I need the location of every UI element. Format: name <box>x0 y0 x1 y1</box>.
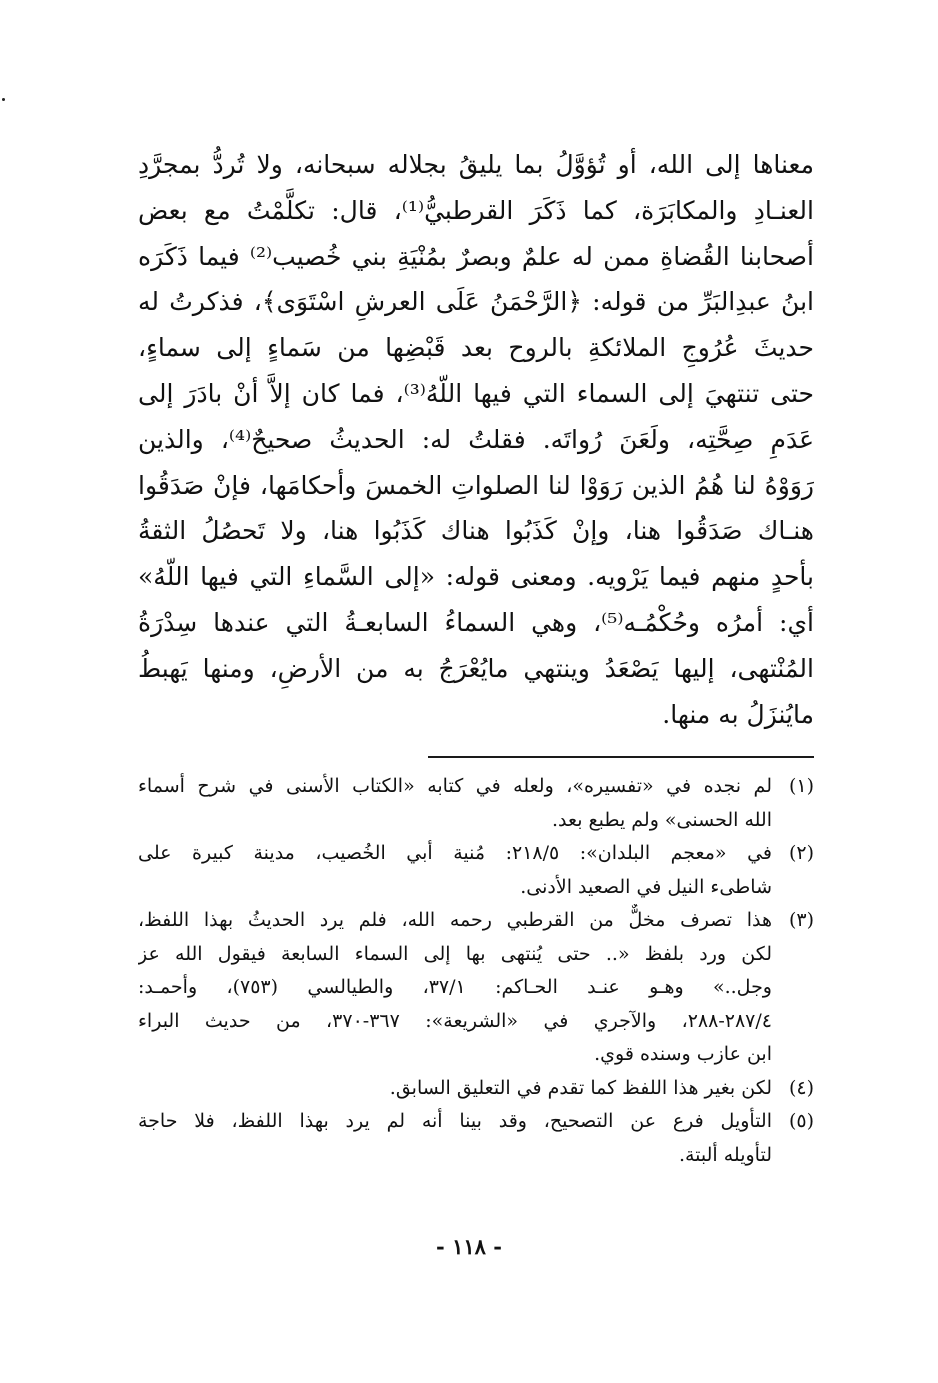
main-text-line: أي: أمرُه وحُكْمُـه⁽⁵⁾، وهي السماءُ السابعـةُ التي عندها سِدْرَةُ <box>138 607 814 637</box>
margin-mark <box>2 98 5 101</box>
footnote-number: (٣) <box>788 909 814 931</box>
footnote-line: ابن عازب وسنده قوي. <box>594 1043 772 1065</box>
footnote-line: التأويل فرع عن التصحيح، وقد بينا أنه لم يرد بهذا اللفظ، فلا حاجة <box>138 1110 772 1132</box>
footnote-3 <box>138 904 814 1072</box>
footnote-line: الله الحسنى» ولم يطبع بعد. <box>552 808 772 831</box>
main-text-line: حديثَ عُرُوجِ الملائكةِ بالروح بعد قَبْضِها من سَماءٍ إلى سماءٍ، <box>138 333 814 363</box>
main-text-line: عَدَمِ صِحَّتِه، ولَعَنَ رُواتَه. فقلتُ له: الحديثُ صحيحٌ⁽⁴⁾، والذين <box>138 424 814 454</box>
main-text-line: مايُنزَلُ به منها. <box>662 699 814 729</box>
main-text-line: حتى تنتهيَ إلى السماء التي فيها اللّهُ⁽³⁾، فما كان إلاَّ أنْ بادَرَ إلى <box>138 378 814 408</box>
footnote-line: لكن بغير هذا اللفظ كما تقدم في التعليق السابق. <box>389 1076 772 1099</box>
footnote-2 <box>138 837 814 904</box>
footnote-line: ٢٨٧/٤-٢٨٨، والآجري في «الشريعة»: ٣٦٧-٣٧٠، من حديث البراء <box>138 1009 772 1032</box>
footnotes-block <box>138 770 814 1172</box>
footnote-line: لتأويله ألبتة. <box>678 1143 772 1166</box>
footnote-line: هذا تصرف مخلٌّ من القرطبي رحمه الله، فلم يرد الحديثُ بهذا اللفظ، <box>138 909 772 931</box>
footnote-5 <box>138 1105 814 1172</box>
footnote-number: (٥) <box>788 1110 814 1132</box>
main-text-line: بأحدٍ منهم فيما يَرْويه. ومعنى قوله: «إلى السَّماءِ التي فيها اللّهُ» <box>138 562 814 592</box>
footnote-number: (١) <box>788 775 814 797</box>
page-number: - ١١٨ - <box>436 1234 502 1259</box>
footnote-1 <box>138 770 814 837</box>
main-text-line: المُنْتهى، إليها يَصْعَدُ وينتهي مايُعْرَجُ به من الأرضِ، ومنها يَهبطُ <box>138 653 814 683</box>
main-text-line: العنـادِ والمكابَرَة، كما ذَكَرَ القرطبيُّ⁽¹⁾، قال: تكلَّمْتُ مع بعض <box>138 195 814 225</box>
footnote-line: لكن ورد بلفظ «.. حتى يُنتهى بها إلى السماء السابعة فيقول الله عز <box>138 942 772 965</box>
main-text-line: معناها إلى الله، أو تُؤوَّلُ بما يليقُ بجلاله سبحانه، ولا تُردُّ بمجرَّدِ <box>138 150 814 179</box>
footnote-number: (٤) <box>788 1076 814 1099</box>
footnote-line: شاطىء النيل في الصعيد الأدنى. <box>520 875 772 898</box>
footnote-4 <box>138 1072 814 1106</box>
footnote-line: في «معجم البلدان»: ٢١٨/٥: مُنية أبي الخُصيب، مدينة كبيرة على <box>138 842 772 864</box>
main-text-block <box>138 142 814 737</box>
footnote-line: وجل..» وهـو عنـد الحـاكم: ٣٧/١، والطيالسي (٧٥٣)، وأحمـد: <box>138 976 772 998</box>
footnote-number: (٢) <box>788 842 814 864</box>
main-text-line: رَوَوْهُ لنا هُمُ الذين رَوَوْا لنا الصلواتِ الخمسَ وأحكامَها، فإنْ صَدَقُوا <box>138 470 814 500</box>
main-text-line: هنـاك صَدَقُوا هنا، وإنْ كَذَبُوا هناك كَذَبُوا هنا، ولا تَحصُلُ الثقةُ <box>138 516 814 546</box>
main-text-line: ابنُ عبدِالبَرِّ من قوله: ﴿الرَّحْمَنُ عَلَى العرشِ اسْتَوَى﴾، فذكرتُ له <box>138 287 814 317</box>
footnote-separator <box>428 756 814 758</box>
footnote-line: لم نجده في «تفسيره»، ولعله في كتابه «الكتاب الأسنى في شرح أسماء <box>138 775 772 797</box>
main-text-line: أصحابنا القُضاةِ ممن له علمٌ وبصرٌ بمُنْيَةِ بني خُصيب⁽²⁾ فيما ذَكَرَه <box>138 241 814 271</box>
